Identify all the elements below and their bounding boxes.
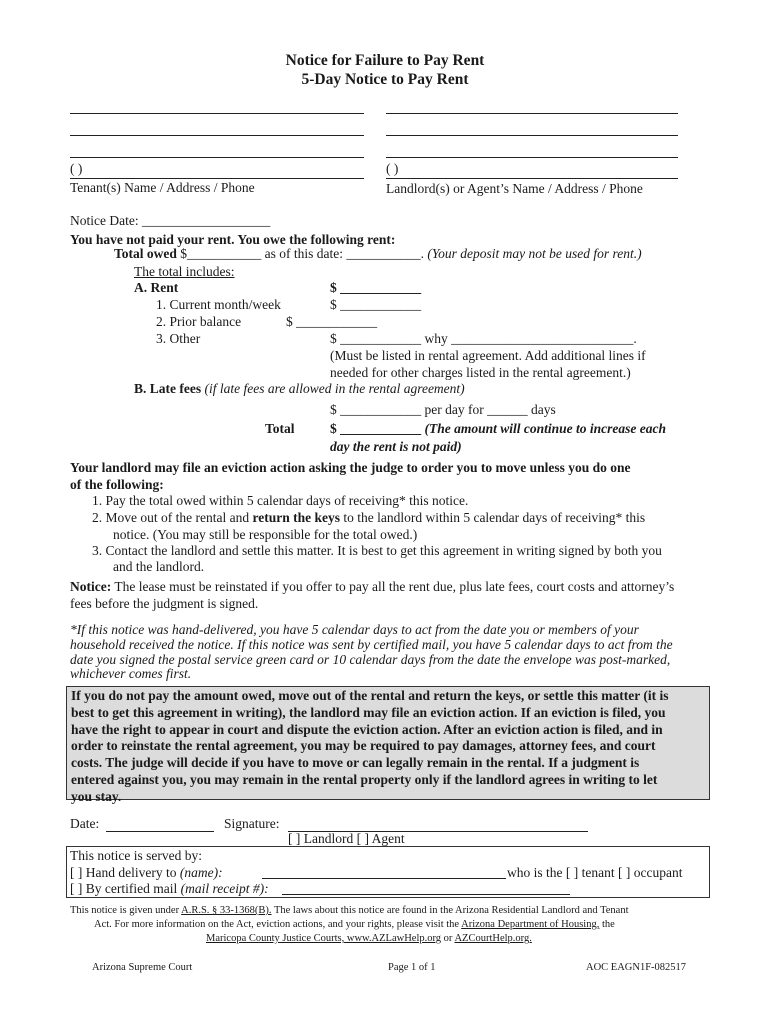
landlord-agent-options[interactable]: [ ] Landlord [ ] Agent bbox=[288, 831, 405, 846]
notice-date-row bbox=[70, 213, 270, 229]
landlord-line-3[interactable] bbox=[386, 157, 678, 158]
hand-delivery-name-field[interactable] bbox=[262, 878, 506, 879]
late-fee-field[interactable]: $ ____________ per day for ______ days bbox=[330, 402, 556, 417]
rent-heading: You have not paid your rent. You owe the following rent: bbox=[70, 232, 396, 247]
landlord-phone-parens: ( ) bbox=[386, 161, 399, 176]
statute-link[interactable]: A.R.S. § 33-1368(B). bbox=[181, 905, 272, 916]
total-note-2: day the rent is not paid) bbox=[330, 439, 462, 454]
date-label: Date: bbox=[70, 816, 100, 831]
courts-link[interactable]: Maricopa County Justice Courts, www.AZLawHelp.org bbox=[206, 933, 442, 944]
eviction-item-2-a: 2. Move out of the rental and bbox=[92, 510, 250, 525]
date-field[interactable] bbox=[106, 831, 214, 832]
current-field[interactable]: $ ____________ bbox=[330, 297, 422, 312]
footnote-line-3: date you signed the postal service green card or 10 calendar days from the date the envelope was post-marked, bbox=[70, 652, 671, 667]
total-owed-label: Total owed bbox=[114, 246, 177, 261]
footer-line-2 bbox=[94, 919, 615, 930]
footer-or: or bbox=[443, 933, 453, 944]
hand-delivery-checkbox[interactable]: [ ] Hand delivery to bbox=[70, 865, 177, 880]
dept-housing-link[interactable]: Arizona Department of Housing, bbox=[461, 919, 600, 930]
served-heading: This notice is served by: bbox=[70, 848, 202, 863]
total-label: Total bbox=[265, 421, 295, 436]
warning-line-3: have the right to appear in court and dispute the eviction action. After an eviction action is filed, and in bbox=[71, 721, 663, 737]
notice-para-label: Notice: bbox=[70, 579, 112, 594]
prior-label: 2. Prior balance bbox=[156, 314, 242, 329]
eviction-item-2 bbox=[92, 510, 645, 526]
current-label: 1. Current month/week bbox=[156, 297, 281, 312]
court-name: Arizona Supreme Court bbox=[92, 962, 193, 973]
as-of-date-field[interactable]: ___________. bbox=[346, 246, 424, 261]
total-note-1: (The amount will continue to increase each bbox=[424, 421, 667, 436]
tenant-line-2[interactable] bbox=[70, 135, 364, 136]
total-owed-row bbox=[114, 246, 642, 262]
eviction-item-3-b: and the landlord. bbox=[113, 559, 205, 574]
eviction-warning-box bbox=[66, 686, 710, 804]
other-note-1: (Must be listed in rental agreement. Add additional lines if bbox=[330, 348, 646, 363]
landlord-line-1[interactable] bbox=[386, 113, 678, 114]
mail-receipt-field[interactable] bbox=[282, 894, 570, 895]
footnote-line-4: whichever comes first. bbox=[70, 666, 192, 681]
eviction-item-2-b: to the landlord within 5 calendar days of receiving* this bbox=[343, 510, 646, 525]
late-fees-label: B. Late fees bbox=[134, 381, 202, 396]
eviction-item-2-c: notice. (You may still be responsible for the total owed.) bbox=[113, 527, 418, 542]
as-of-label: as of this date: bbox=[264, 246, 343, 261]
notice-para-line-1 bbox=[70, 579, 674, 595]
late-fees-note: (if late fees are allowed in the rental agreement) bbox=[204, 381, 465, 396]
eviction-heading-2: of the following: bbox=[70, 477, 164, 492]
eviction-item-1: 1. Pay the total owed within 5 calendar days of receiving* this notice. bbox=[92, 493, 469, 508]
page-number: Page 1 of 1 bbox=[388, 962, 436, 973]
certified-mail-checkbox[interactable]: [ ] By certified mail bbox=[70, 881, 178, 896]
notice-date-field[interactable]: ___________________ bbox=[141, 213, 271, 228]
deposit-note: (Your deposit may not be used for rent.) bbox=[427, 246, 642, 261]
hand-delivery-name-label: (name): bbox=[179, 865, 223, 880]
mail-receipt-label: (mail receipt #): bbox=[180, 881, 269, 896]
warning-line-7: you stay. bbox=[71, 788, 122, 804]
footnote-line-1: *If this notice was hand-delivered, you have 5 calendar days to act from the date you or members of your bbox=[70, 622, 639, 637]
tenant-line-4[interactable] bbox=[70, 178, 364, 179]
footer-line-1 bbox=[70, 905, 628, 916]
footer-line-1-a: This notice is given under bbox=[70, 905, 180, 916]
notice-date-label: Notice Date: bbox=[70, 213, 139, 228]
footer-line-1-b: The laws about this notice are found in the Arizona Residential Landlord and Tenant bbox=[273, 905, 629, 916]
landlord-line-4[interactable] bbox=[386, 178, 678, 179]
total-owed-field[interactable]: $___________ bbox=[180, 246, 262, 261]
signature-label: Signature: bbox=[224, 816, 280, 831]
warning-line-5: costs. The judge will decide if you have to move or can legally remain in the rental. If a judgment is bbox=[71, 755, 640, 771]
tenant-label: Tenant(s) Name / Address / Phone bbox=[70, 180, 255, 195]
footer-line-3 bbox=[206, 933, 532, 944]
notice-para-text-2: fees before the judgment is signed. bbox=[70, 596, 259, 611]
footer-line-2-b: the bbox=[601, 919, 615, 930]
page-subtitle: 5-Day Notice to Pay Rent bbox=[301, 71, 469, 88]
other-note-2: needed for other charges listed in the rental agreement.) bbox=[330, 365, 631, 380]
hand-delivery-row bbox=[70, 865, 223, 881]
total-includes-label: The total includes: bbox=[134, 264, 235, 279]
certified-mail-row bbox=[70, 881, 269, 897]
eviction-item-2-bold: return the keys bbox=[252, 510, 340, 525]
page-title: Notice for Failure to Pay Rent bbox=[285, 52, 485, 69]
eviction-item-3-a: 3. Contact the landlord and settle this matter. It is best to get this agreement in writing signed by both you bbox=[92, 543, 662, 558]
tenant-line-3[interactable] bbox=[70, 157, 364, 158]
total-amount-field[interactable]: $ ____________ bbox=[330, 421, 422, 436]
warning-line-4: order to reinstate the rental agreement, you may be required to pay damages, attorney fees, and court bbox=[71, 738, 656, 754]
eviction-heading-1: Your landlord may file an eviction action asking the judge to order you to move unless you do one bbox=[70, 460, 631, 475]
notice-para-text-1: The lease must be reinstated if you offer to pay all the rent due, plus late fees, court costs and attorney’s bbox=[114, 579, 675, 594]
azcourthelp-link[interactable]: AZCourtHelp.org. bbox=[454, 933, 532, 944]
other-field[interactable]: $ ____________ why ___________________________. bbox=[330, 331, 637, 346]
tenant-occupant-options[interactable]: who is the [ ] tenant [ ] occupant bbox=[507, 865, 683, 880]
other-label: 3. Other bbox=[156, 331, 201, 346]
total-field bbox=[330, 421, 666, 437]
tenant-line-1[interactable] bbox=[70, 113, 364, 114]
form-code: AOC EAGN1F-082517 bbox=[586, 962, 687, 973]
landlord-label: Landlord(s) or Agent’s Name / Address / Phone bbox=[386, 181, 643, 196]
rent-field[interactable]: $ ____________ bbox=[330, 280, 422, 295]
warning-line-1: If you do not pay the amount owed, move out of the rental and return the keys, or settle this matter (it is bbox=[71, 688, 669, 703]
footer-line-2-a: Act. For more information on the Act, eviction actions, and your rights, please visit the bbox=[94, 919, 460, 930]
prior-field[interactable]: $ ____________ bbox=[286, 314, 378, 329]
warning-line-2: best to get this agreement in writing), the landlord may file an eviction action. If an eviction is filed, you bbox=[71, 704, 666, 720]
footnote-line-2: household received the notice. If this notice was sent by certified mail, you have 5 calendar days to act from the bbox=[70, 637, 673, 652]
rent-label: A. Rent bbox=[134, 280, 179, 295]
landlord-line-2[interactable] bbox=[386, 135, 678, 136]
late-fees-row bbox=[134, 381, 465, 397]
warning-line-6: entered against you, you may remain in the rental property only if the landlord agrees in writing to let bbox=[71, 771, 658, 787]
tenant-phone-parens: ( ) bbox=[70, 161, 83, 176]
